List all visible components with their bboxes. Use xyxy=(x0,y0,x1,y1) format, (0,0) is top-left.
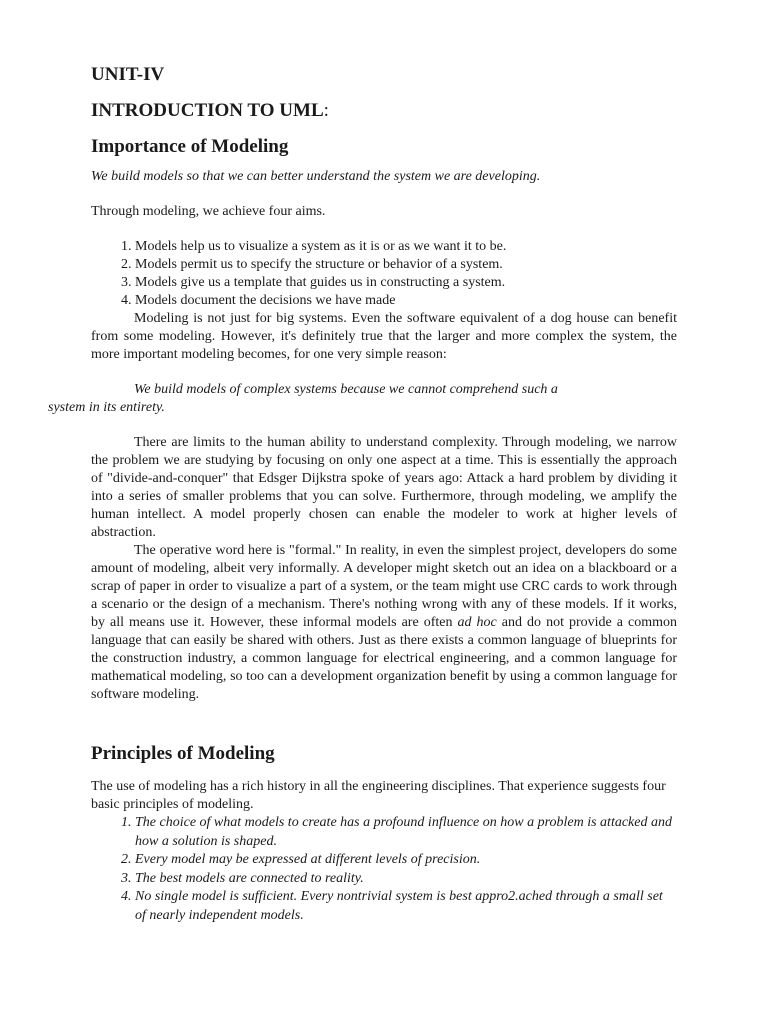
importance-lead: We build models so that we can better understand the system we are developing. xyxy=(91,169,541,184)
intro-title-text: INTRODUCTION TO UML xyxy=(91,100,324,121)
para-complexity-limits: There are limits to the human ability to understand complexity. Through modeling, we narrow the problem we are studying by focusing on only one aspect at a time. This is essentially the approach of "divide-and-conquer" that Edsger Dijkstra spoke of years ago: Attack a hard problem by dividing it into a series of smaller problems that you can solve. Furthermore, through modeling, we amplify the human intellect. A model properly chosen can enable the modeler to work at higher levels of abstraction. xyxy=(91,435,677,540)
para-formal-part-a: The operative word here is "formal." In reality, in even the simplest project, developers do some amount of modeling, albeit very informally. A developer might sketch out an idea on a blackboard or a scrap of paper in order to visualize a part of a system, or the team might use CRC cards to work through a scenario or the design of a mechanism. There's nothing wrong with any of these models. If it works, by all means use it. However, these informal models are often xyxy=(91,543,677,630)
aims-intro: Through modeling, we achieve four aims. xyxy=(91,204,326,219)
intro-title xyxy=(91,98,677,124)
principle-item: 4. No single model is sufficient. Every nontrivial system is best appro2.ached through a small set of nearly independent models. xyxy=(135,888,677,925)
aim-item: 4. Models document the decisions we have made xyxy=(135,292,677,310)
unit-title: UNIT-IV xyxy=(91,64,165,85)
aims-list xyxy=(91,238,677,310)
principles-intro: The use of modeling has a rich history in all the engineering disciplines. That experience suggests four basic principles of modeling. xyxy=(91,779,666,812)
para-formal-part-b: and do not provide a common language that can easily be shared with others. Just as there exists a common language of blueprints for the construction industry, a common language for electrical engineering, and a common language for mathematical modeling, so too can a development organization benefit by using a common language for software modeling. xyxy=(91,615,678,702)
principle-item: 2. Every model may be expressed at different levels of precision. xyxy=(135,851,677,870)
intro-title-colon: : xyxy=(323,100,329,121)
quote-line-1: We build models of complex systems because we cannot comprehend such a xyxy=(134,382,558,397)
para-formal-adhoc: ad hoc xyxy=(457,615,497,630)
para-big-systems: Modeling is not just for big systems. Even the software equivalent of a dog house can benefit from some modeling. However, it's definitely true that the larger and more complex the system, the more important modeling becomes, for one very simple reason: xyxy=(91,311,677,362)
principle-item: 3. The best models are connected to reality. xyxy=(135,870,677,889)
principle-item: 1. The choice of what models to create has a profound influence on how a problem is attacked and how a solution is shaped. xyxy=(135,814,677,851)
aim-item: 1. Models help us to visualize a system as it is or as we want it to be. xyxy=(135,238,677,256)
quote-line-2: system in its entirety. xyxy=(48,400,165,415)
aim-item: 3. Models give us a template that guides us in constructing a system. xyxy=(135,274,677,292)
principles-list xyxy=(91,814,677,925)
importance-heading: Importance of Modeling xyxy=(91,136,289,157)
para-formal xyxy=(91,542,677,704)
quote-complex-systems xyxy=(48,381,677,417)
document-page xyxy=(48,62,678,925)
principles-heading: Principles of Modeling xyxy=(91,743,275,764)
aim-item: 2. Models permit us to specify the structure or behavior of a system. xyxy=(135,256,677,274)
